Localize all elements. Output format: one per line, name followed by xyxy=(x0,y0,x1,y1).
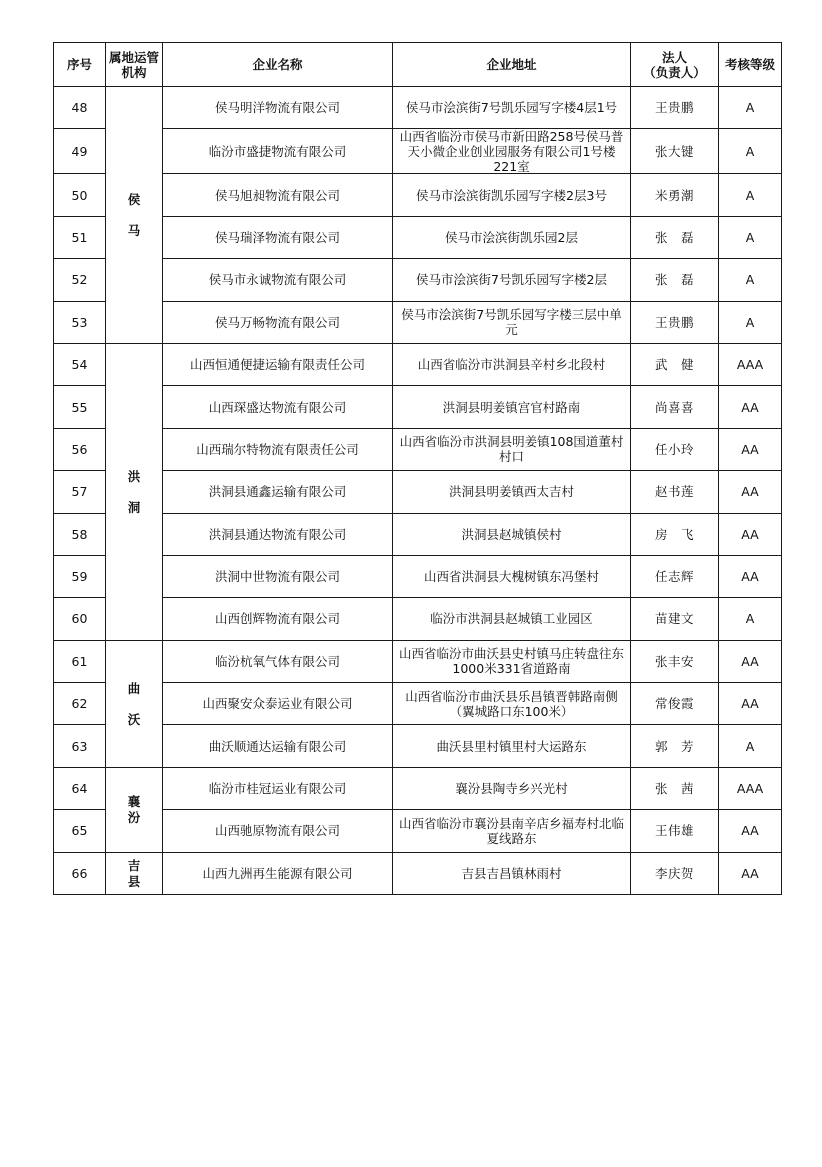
row-number: 50 xyxy=(54,174,106,216)
row-number: 58 xyxy=(54,513,106,555)
table-row xyxy=(54,767,782,809)
company-name: 临汾杭氧气体有限公司 xyxy=(163,640,393,682)
table-row xyxy=(54,259,782,301)
legal-representative: 米勇潮 xyxy=(631,174,719,216)
company-address: 侯马市浍滨街凯乐园2层 xyxy=(393,216,631,258)
table-header-row xyxy=(54,43,782,87)
company-address: 曲沃县里村镇里村大运路东 xyxy=(393,725,631,767)
company-address: 临汾市洪洞县赵城镇工业园区 xyxy=(393,598,631,640)
row-number: 53 xyxy=(54,301,106,343)
company-name: 侯马万畅物流有限公司 xyxy=(163,301,393,343)
row-number: 51 xyxy=(54,216,106,258)
rating-grade: AA xyxy=(719,428,782,470)
row-number: 55 xyxy=(54,386,106,428)
company-address: 吉县吉昌镇林雨村 xyxy=(393,852,631,894)
legal-representative: 张 茜 xyxy=(631,767,719,809)
company-address: 侯马市浍滨街7号凯乐园写字楼4层1号 xyxy=(393,87,631,129)
rating-grade: A xyxy=(719,87,782,129)
org-char: 洪 xyxy=(127,468,141,484)
org-char: 汾 xyxy=(127,810,141,826)
rating-grade: AA xyxy=(719,683,782,725)
company-name: 山西琛盛达物流有限公司 xyxy=(163,386,393,428)
company-address: 山西省洪洞县大槐树镇东冯堡村 xyxy=(393,555,631,597)
company-name: 侯马瑞泽物流有限公司 xyxy=(163,216,393,258)
org-cell xyxy=(106,343,163,640)
row-number: 57 xyxy=(54,471,106,513)
row-number: 59 xyxy=(54,555,106,597)
org-char: 侯 xyxy=(127,191,141,207)
org-cell xyxy=(106,852,163,894)
legal-representative: 常俊霞 xyxy=(631,683,719,725)
rating-grade: AA xyxy=(719,471,782,513)
rating-grade: A xyxy=(719,216,782,258)
org-char: 吉 xyxy=(127,857,141,873)
header-no: 序号 xyxy=(54,43,106,87)
company-name: 山西九洲再生能源有限公司 xyxy=(163,852,393,894)
company-address: 山西省临汾市侯马市新田路258号侯马普天小微企业创业园服务有限公司1号楼221室 xyxy=(393,129,631,174)
rating-grade: A xyxy=(719,174,782,216)
company-address: 山西省临汾市襄汾县南辛店乡福寿村北临夏线路东 xyxy=(393,810,631,852)
company-address: 侯马市浍滨街7号凯乐园写字楼2层 xyxy=(393,259,631,301)
rating-grade: AA xyxy=(719,513,782,555)
table-row xyxy=(54,129,782,174)
company-name: 曲沃顺通达运输有限公司 xyxy=(163,725,393,767)
rating-grade: AA xyxy=(719,386,782,428)
row-number: 63 xyxy=(54,725,106,767)
org-char: 沃 xyxy=(127,711,141,727)
legal-representative: 任志辉 xyxy=(631,555,719,597)
table-row xyxy=(54,513,782,555)
row-number: 54 xyxy=(54,343,106,385)
table-row xyxy=(54,87,782,129)
table-row xyxy=(54,343,782,385)
row-number: 62 xyxy=(54,683,106,725)
legal-representative: 赵书莲 xyxy=(631,471,719,513)
org-char: 曲 xyxy=(127,680,141,696)
company-address: 山西省临汾市曲沃县史村镇马庄转盘往东1000米331省道路南 xyxy=(393,640,631,682)
table-row xyxy=(54,810,782,852)
row-number: 52 xyxy=(54,259,106,301)
header-legal: 法人 （负责人） xyxy=(631,43,719,87)
header-company: 企业名称 xyxy=(163,43,393,87)
header-org: 属地运管 机构 xyxy=(106,43,163,87)
legal-representative: 张 磊 xyxy=(631,259,719,301)
rating-grade: AA xyxy=(719,810,782,852)
legal-representative: 张 磊 xyxy=(631,216,719,258)
legal-representative: 尚喜喜 xyxy=(631,386,719,428)
header-address: 企业地址 xyxy=(393,43,631,87)
legal-representative: 武 健 xyxy=(631,343,719,385)
company-name: 洪洞县通鑫运输有限公司 xyxy=(163,471,393,513)
rating-grade: A xyxy=(719,259,782,301)
table-row xyxy=(54,598,782,640)
company-address: 侯马市浍滨街凯乐园写字楼2层3号 xyxy=(393,174,631,216)
org-char: 县 xyxy=(127,873,141,889)
table-row xyxy=(54,216,782,258)
legal-representative: 任小玲 xyxy=(631,428,719,470)
table-row xyxy=(54,640,782,682)
table-body xyxy=(54,87,782,895)
org-cell xyxy=(106,87,163,344)
rating-grade: A xyxy=(719,301,782,343)
org-char: 马 xyxy=(127,222,141,238)
rating-grade: A xyxy=(719,129,782,174)
table-row xyxy=(54,683,782,725)
legal-representative: 张丰安 xyxy=(631,640,719,682)
table-row xyxy=(54,428,782,470)
company-name: 侯马市永诚物流有限公司 xyxy=(163,259,393,301)
rating-grade: AAA xyxy=(719,343,782,385)
company-name: 山西驰原物流有限公司 xyxy=(163,810,393,852)
company-address: 山西省临汾市洪洞县辛村乡北段村 xyxy=(393,343,631,385)
row-number: 64 xyxy=(54,767,106,809)
legal-representative: 王贵鹏 xyxy=(631,301,719,343)
legal-representative: 张大键 xyxy=(631,129,719,174)
org-char: 襄 xyxy=(127,794,141,810)
enterprise-rating-table xyxy=(53,42,782,895)
rating-grade: AA xyxy=(719,555,782,597)
company-name: 侯马明洋物流有限公司 xyxy=(163,87,393,129)
row-number: 49 xyxy=(54,129,106,174)
rating-grade: AA xyxy=(719,852,782,894)
row-number: 56 xyxy=(54,428,106,470)
legal-representative: 苗建文 xyxy=(631,598,719,640)
company-name: 侯马旭昶物流有限公司 xyxy=(163,174,393,216)
row-number: 48 xyxy=(54,87,106,129)
table-row xyxy=(54,174,782,216)
company-address: 洪洞县明姜镇宫官村路南 xyxy=(393,386,631,428)
company-address: 襄汾县陶寺乡兴光村 xyxy=(393,767,631,809)
org-cell xyxy=(106,640,163,767)
row-number: 65 xyxy=(54,810,106,852)
company-name: 山西瑞尔特物流有限责任公司 xyxy=(163,428,393,470)
company-name: 临汾市盛捷物流有限公司 xyxy=(163,129,393,174)
org-cell xyxy=(106,767,163,852)
company-address: 山西省临汾市洪洞县明姜镇108国道董村村口 xyxy=(393,428,631,470)
company-name: 洪洞县通达物流有限公司 xyxy=(163,513,393,555)
table-row xyxy=(54,386,782,428)
company-address: 洪洞县赵城镇侯村 xyxy=(393,513,631,555)
row-number: 61 xyxy=(54,640,106,682)
legal-representative: 郭 芳 xyxy=(631,725,719,767)
rating-grade: AAA xyxy=(719,767,782,809)
row-number: 66 xyxy=(54,852,106,894)
legal-representative: 王贵鹏 xyxy=(631,87,719,129)
rating-grade: A xyxy=(719,598,782,640)
company-name: 山西创辉物流有限公司 xyxy=(163,598,393,640)
row-number: 60 xyxy=(54,598,106,640)
company-address: 山西省临汾市曲沃县乐昌镇晋韩路南侧（翼城路口东100米） xyxy=(393,683,631,725)
company-address: 侯马市浍滨街7号凯乐园写字楼三层中单元 xyxy=(393,301,631,343)
company-name: 山西聚安众泰运业有限公司 xyxy=(163,683,393,725)
org-char: 洞 xyxy=(127,499,141,515)
table-row xyxy=(54,471,782,513)
company-address: 洪洞县明姜镇西太吉村 xyxy=(393,471,631,513)
legal-representative: 李庆贺 xyxy=(631,852,719,894)
rating-grade: A xyxy=(719,725,782,767)
company-name: 临汾市桂冠运业有限公司 xyxy=(163,767,393,809)
legal-representative: 王伟雄 xyxy=(631,810,719,852)
header-grade: 考核等级 xyxy=(719,43,782,87)
table-row xyxy=(54,852,782,894)
table-row xyxy=(54,555,782,597)
legal-representative: 房 飞 xyxy=(631,513,719,555)
table-row xyxy=(54,301,782,343)
rating-grade: AA xyxy=(719,640,782,682)
company-name: 山西恒通便捷运输有限责任公司 xyxy=(163,343,393,385)
company-name: 洪洞中世物流有限公司 xyxy=(163,555,393,597)
table-row xyxy=(54,725,782,767)
